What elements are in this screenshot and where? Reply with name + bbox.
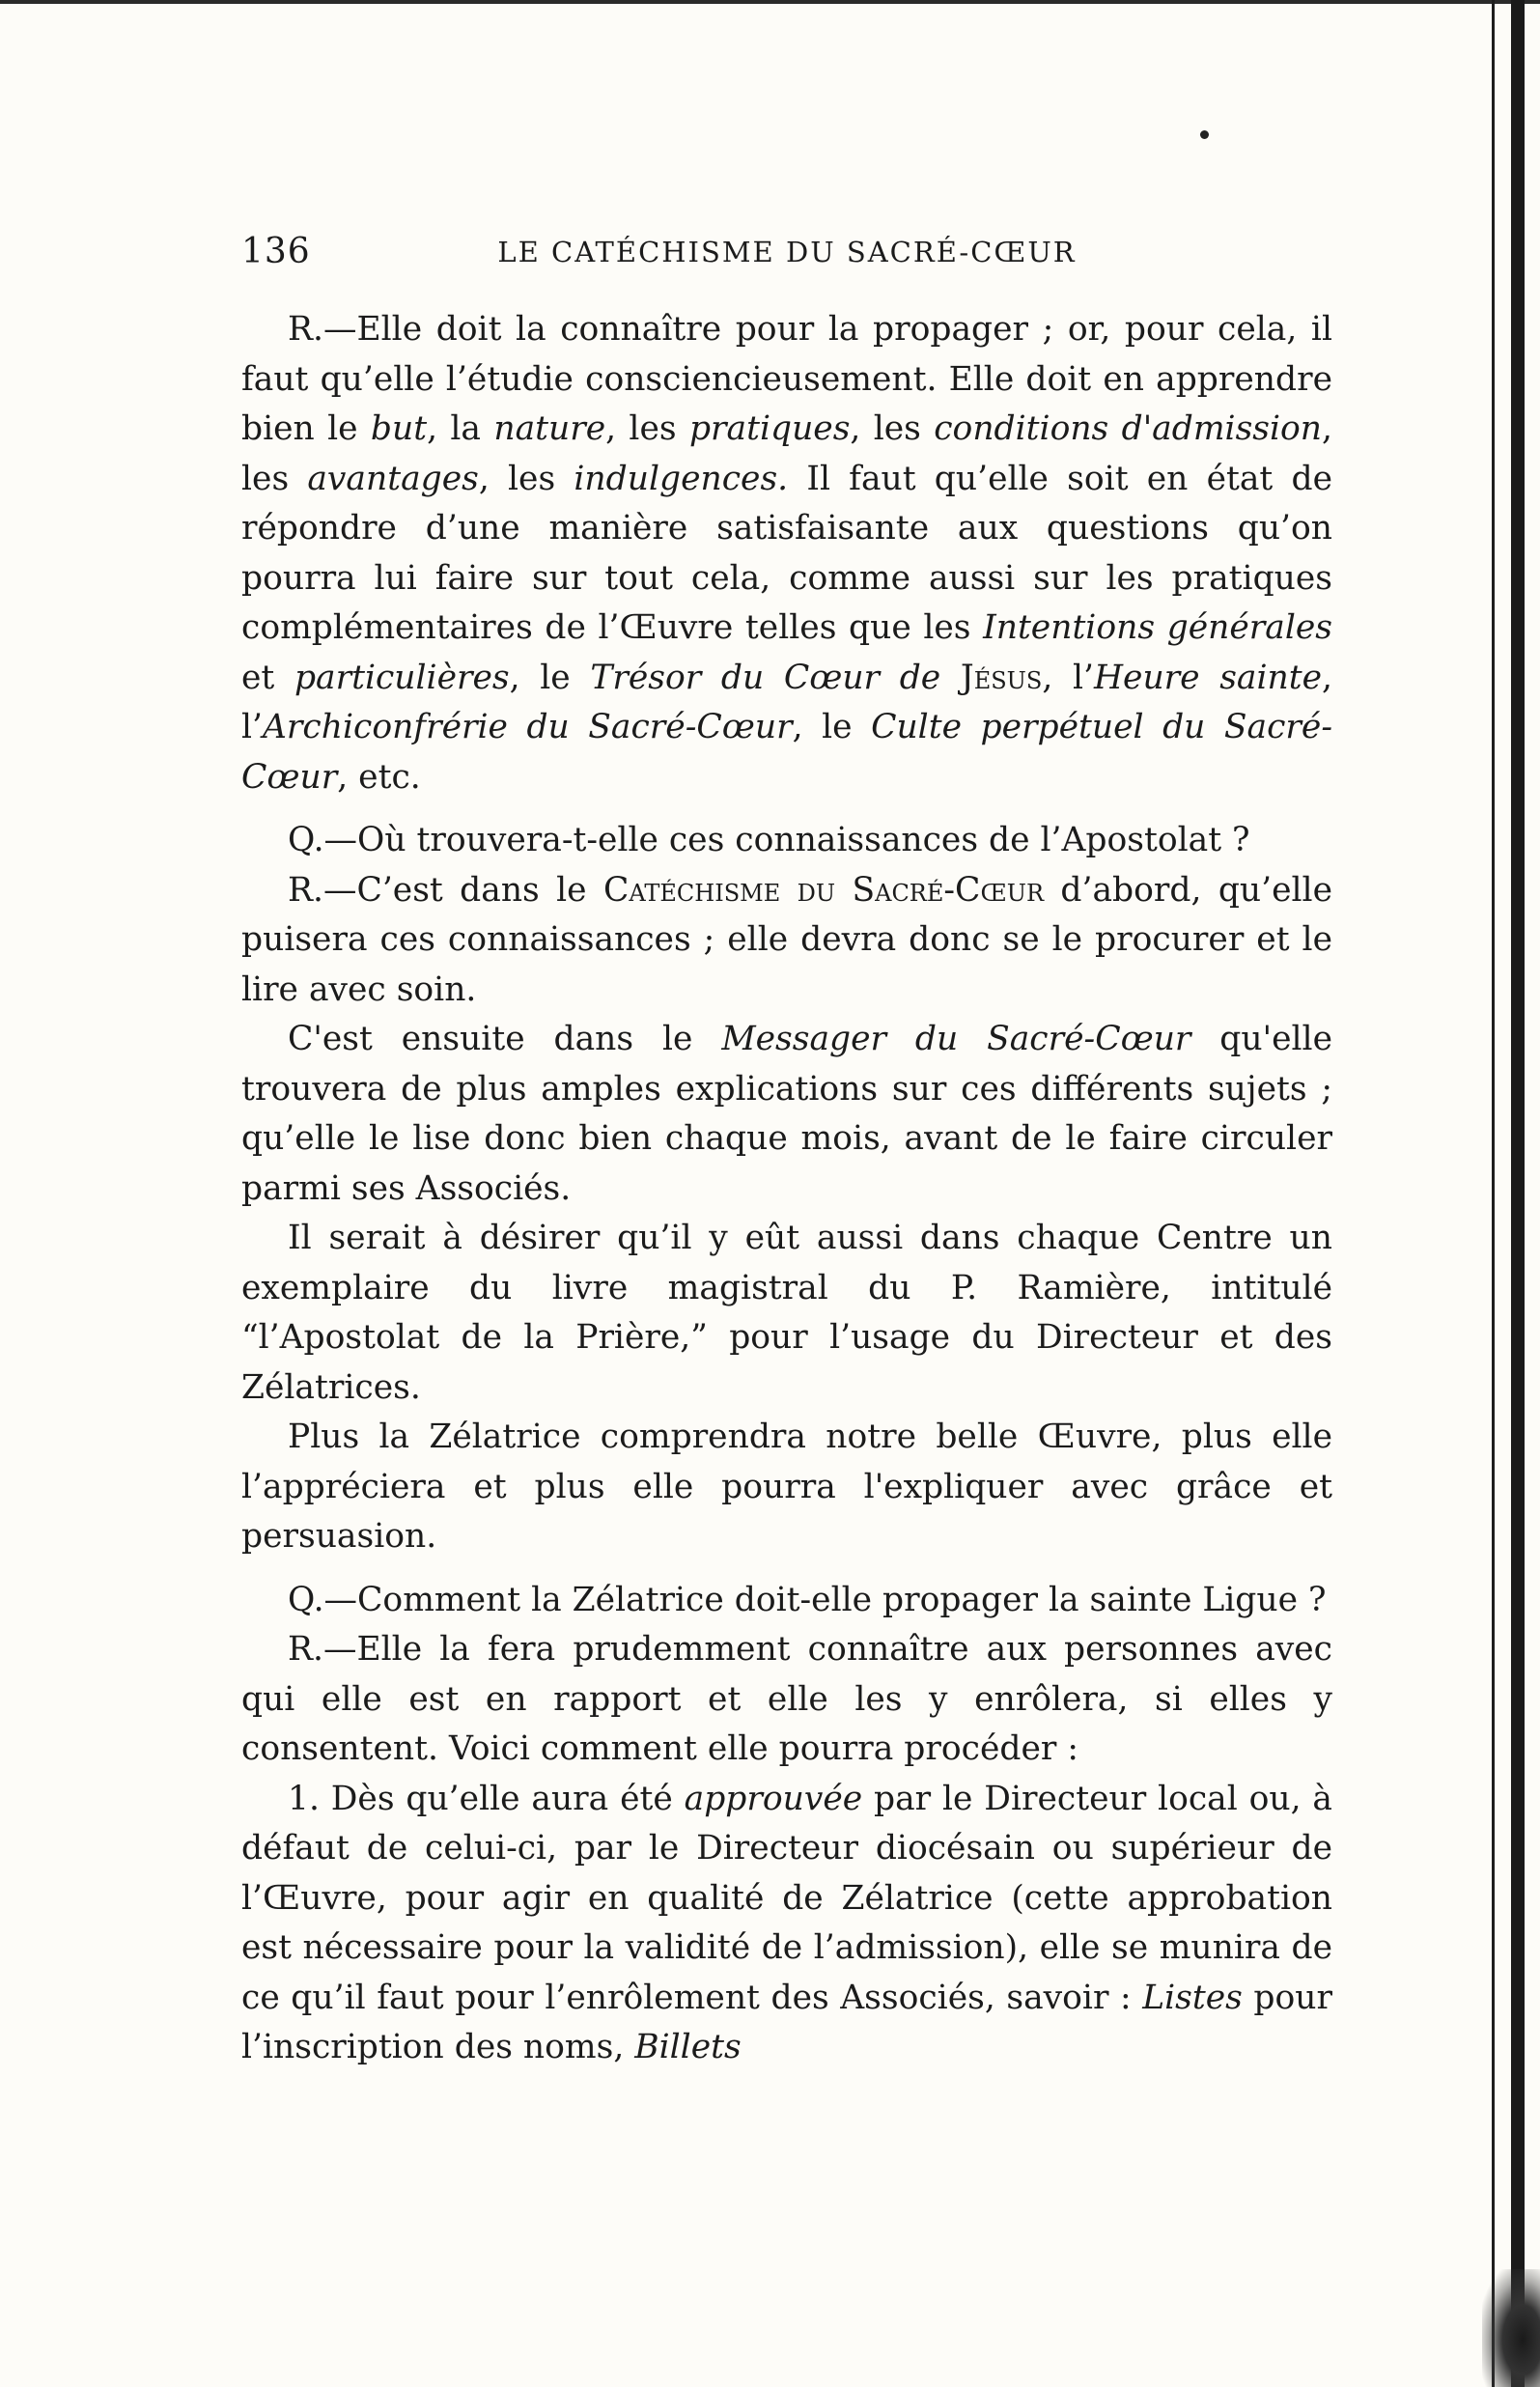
italic-text: avantages [307, 459, 479, 498]
paragraph-p3 [241, 866, 1332, 1016]
italic-text: nature [493, 409, 606, 448]
text-run: , etc. [337, 757, 421, 797]
top-edge-rule [0, 0, 1540, 4]
italic-text: Billets [634, 2028, 742, 2066]
paragraph-p1 [241, 305, 1332, 802]
text-run: Q.—Où trouvera-t-elle ces connaissances de l’Apostolat ? [288, 821, 1250, 859]
italic-text: Archiconfrérie du Sacré-Cœur [263, 708, 793, 746]
text-run: Il serait à désirer qu’il y eût aussi dans chaque Centre un exemplaire du livre magistral du P. Ramière, intitulé “l’Apostolat de la Prière,” pour l’usage du Directeur et des Zélatrices. [241, 1219, 1332, 1407]
italic-text: Heure sainte [1093, 658, 1323, 697]
text-run: , l’ [1042, 658, 1094, 697]
text-run: pour l’inscription des noms, [241, 1978, 1332, 2066]
text-run: et [241, 658, 294, 697]
text-run [940, 659, 961, 697]
text-run: Il faut qu’elle soit en état de répondre d’une manière satisfaisante aux questions qu’on pourra lui faire sur tout cela, comme aussi sur les pratiques complémentaires de l’Œuvre telles que les [241, 459, 1333, 647]
text-run: d’abord, qu’elle puisera ces connaissances ; elle devra donc se le procurer et le lire avec soin. [241, 870, 1333, 1009]
gutter-line-thin [1492, 0, 1495, 2387]
paragraph-p5 [241, 1214, 1332, 1413]
gutter-smudge [1482, 2269, 1540, 2387]
paragraph-p8 [241, 1625, 1332, 1775]
text-run: 1. Dès qu’elle aura été [288, 1779, 685, 1818]
text-run: Q.—Comment la Zélatrice doit-elle propager la sainte Ligue ? [288, 1580, 1327, 1619]
small-caps-text: Jésus [960, 658, 1043, 697]
italic-text: Listes [1142, 1978, 1243, 2017]
paragraph-p2 [241, 816, 1332, 866]
book-page [241, 232, 1332, 2073]
italic-text: Intentions générales [983, 608, 1332, 647]
text-run: , les [241, 409, 1332, 498]
text-run: , la [427, 409, 494, 448]
italic-text: pratiques [688, 409, 851, 448]
italic-text: particulières [294, 658, 510, 697]
text-run: , le [509, 658, 591, 697]
text-run: , le [792, 708, 872, 746]
text-run: , les [605, 409, 689, 448]
text-run: Plus la Zélatrice comprendra notre belle Œuvre, plus elle l’appréciera et plus elle pourra l'expliquer avec grâce et persuasion. [241, 1418, 1332, 1556]
ink-speck [1200, 130, 1209, 139]
text-run: , les [850, 409, 935, 448]
italic-text: but [370, 409, 428, 448]
body-text [241, 305, 1332, 2073]
text-run: R.—Elle doit la connaître pour la propager ; or, pour cela, il faut qu’elle l’étudie consciencieusement. Elle doit en apprendre bien le [241, 310, 1332, 448]
text-run: qu'elle trouvera de plus amples explications sur ces différents sujets ; qu’elle le lise donc bien chaque mois, avant de le faire circuler parmi ses Associés. [241, 1020, 1332, 1208]
text-run: R.—C’est dans le [288, 870, 603, 910]
text-run: par le Directeur local ou, à défaut de celui-ci, par le Directeur diocésain ou supérieur de l’Œuvre, pour agir en qualité de Zélatrice (cette approbation est nécessaire pour la validité de l’admission), elle se munira de ce qu’il faut pour l’enrôlement des Associés, savoir : [241, 1779, 1332, 2017]
paragraph-p7 [241, 1576, 1332, 1626]
page-header [241, 232, 1332, 290]
paragraph-p4 [241, 1015, 1332, 1214]
page-number: 136 [241, 232, 311, 271]
small-caps-text: Catéchisme du Sacré-Cœur [602, 870, 1045, 910]
gutter-line-thick [1511, 0, 1525, 2387]
text-run: , les [478, 459, 574, 498]
paragraph-p6 [241, 1413, 1332, 1562]
text-run: R.—Elle la fera prudemment connaître aux personnes avec qui elle est en rapport et elle les y enrôlera, si elles y consentent. Voici comment elle pourra procéder : [241, 1630, 1332, 1768]
text-run: C'est ensuite dans le [288, 1020, 722, 1058]
italic-text: approuvée [684, 1779, 863, 1818]
page-gutter-edge [1482, 0, 1540, 2387]
italic-text: Culte perpétuel du Sacré-Cœur [241, 708, 1332, 797]
italic-text: Trésor du Cœur de [590, 658, 941, 697]
paragraph-p9 [241, 1775, 1332, 2073]
running-head: LE CATÉCHISME DU SACRÉ-CŒUR [497, 236, 1077, 268]
text-run: , l’ [241, 658, 1333, 746]
italic-text: Messager du Sacré-Cœur [721, 1020, 1191, 1058]
italic-text: conditions d'admission [934, 409, 1323, 448]
italic-text: indulgences. [574, 459, 789, 498]
